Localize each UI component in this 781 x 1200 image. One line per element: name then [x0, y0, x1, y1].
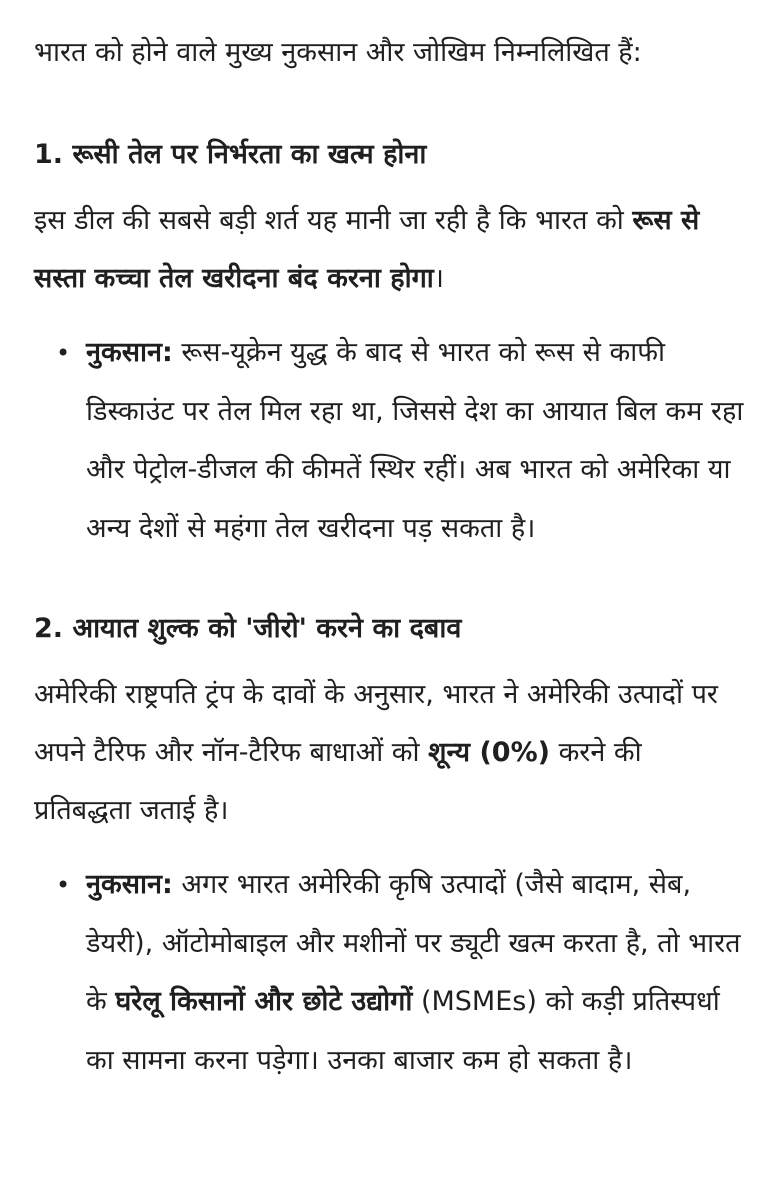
section-1-paragraph-end: । — [433, 263, 444, 294]
intro-text: भारत को होने वाले मुख्य नुकसान और जोखिम निम्नलिखित हैं: — [34, 37, 642, 68]
section-2-bullet — [56, 856, 747, 1090]
section-2-paragraph-end: करने की प्रतिबद्धता जताई है। — [34, 737, 642, 826]
section-1-bullet-text: रूस-यूक्रेन युद्ध के बाद से भारत को रूस से काफी डिस्काउंट पर तेल मिल रहा था, जिससे देश का आयात बिल कम रहा और पेट्रोल-डीजल की कीमतें स्थिर रहीं। अब भारत को अमेरिका या अन्य देशों से महंगा तेल खरीदना पड़ सकता है। — [86, 337, 744, 544]
section-1-paragraph — [34, 192, 747, 308]
bullet-dot-icon: • — [56, 871, 71, 899]
section-2-bullet-text-a: अगर भारत अमेरिकी कृषि उत्पादों (जैसे बादाम, सेब, डेयरी), ऑटोमोबाइल और मशीनों पर ड्यूटी खत्म करता है, तो भारत के — [86, 869, 741, 1017]
bullet-dot-icon: • — [56, 339, 71, 367]
section-2-paragraph — [34, 666, 747, 840]
section-2-bullet-list — [34, 856, 747, 1090]
section-2-bullet-text-b: (MSMEs) को कड़ी प्रतिस्पर्धा का सामना करना पड़ेगा। उनका बाजार कम हो सकता है। — [86, 986, 720, 1076]
section-1-paragraph-bold: रूस से सस्ता कच्चा तेल खरीदना बंद करना होगा — [34, 205, 700, 294]
section-1-bullet — [56, 324, 747, 558]
section-1-heading: 1. रूसी तेल पर निर्भरता का खत्म होना — [34, 139, 427, 170]
section-1-paragraph-text: इस डील की सबसे बड़ी शर्त यह मानी जा रही है कि भारत को — [34, 205, 633, 236]
section-2-bullet-bold: घरेलू किसानों और छोटे उद्योगों — [115, 986, 413, 1017]
section-2-paragraph-text: अमेरिकी राष्ट्रपति ट्रंप के दावों के अनुसार, भारत ने अमेरिकी उत्पादों पर अपने टैरिफ और नॉन-टैरिफ बाधाओं को — [34, 679, 718, 768]
section-1-bullet-label: नुकसान: — [86, 337, 173, 368]
section-1-bullet-list — [34, 324, 747, 558]
section-2-paragraph-bold: शून्य (0%) — [428, 737, 550, 768]
section-2-heading: 2. आयात शुल्क को 'जीरो' करने का दबाव — [34, 613, 462, 644]
section-2-bullet-label: नुकसान: — [86, 869, 173, 900]
